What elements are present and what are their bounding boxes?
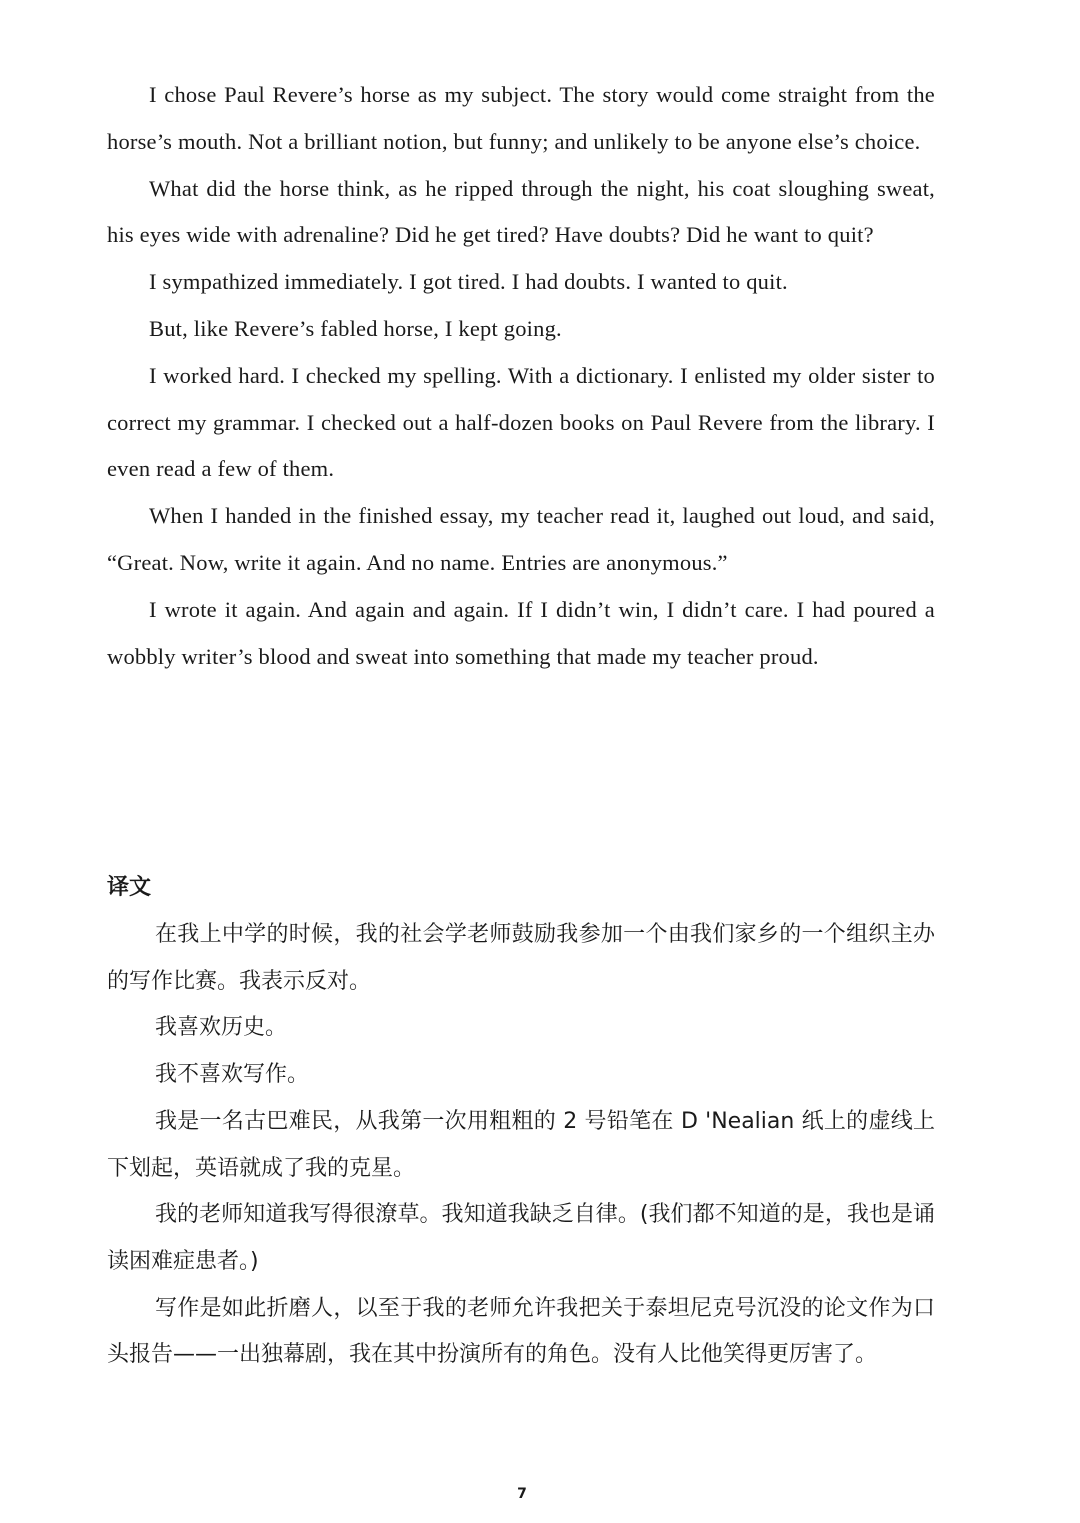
paragraph: 在我上中学的时候，我的社会学老师鼓励我参加一个由我们家乡的一个组织主办的写作比赛。我表示反对。 xyxy=(107,922,935,994)
paragraph: 我不喜欢写作。 xyxy=(155,1062,310,1088)
paragraph: 我是一名古巴难民，从我第一次用粗粗的 2 号铅笔在 D 'Nealian 纸上的虚线上下划起，英语就成了我的克星。 xyxy=(107,1108,935,1181)
paragraph: I chose Paul Revere’s horse as my subject. The story would come straight from the horse’s mouth. Not a brilliant notion, but funny; and unlikely to be anyone else’s choice. xyxy=(107,82,935,154)
paragraph: What did the horse think, as he ripped through the night, his coat sloughing sweat, his eyes wide with adrenaline? Did he get tired? Have doubts? Did he want to quit? xyxy=(107,175,935,248)
chinese-translation xyxy=(107,912,935,1379)
english-passage xyxy=(107,72,935,680)
paragraph: But, like Revere’s fabled horse, I kept going. xyxy=(149,315,562,341)
section-title: 译文 xyxy=(107,875,152,900)
paragraph: I worked hard. I checked my spelling. With a dictionary. I enlisted my older sister to correct my grammar. I checked out a half-dozen books on Paul Revere from the library. I even read a few of them. xyxy=(107,362,935,482)
paragraph: I sympathized immediately. I got tired. I had doubts. I wanted to quit. xyxy=(149,269,788,295)
paragraph: 写作是如此折磨人，以至于我的老师允许我把关于泰坦尼克号沉没的论文作为口头报告——一出独幕剧，我在其中扮演所有的角色。没有人比他笑得更厉害了。 xyxy=(107,1295,935,1368)
paragraph: 我喜欢历史。 xyxy=(155,1015,288,1041)
paragraph: I wrote it again. And again and again. If I didn’t win, I didn’t care. I had poured a wobbly writer’s blood and sweat into something that made my teacher proud. xyxy=(107,596,935,669)
page-number: 7 xyxy=(517,1486,527,1502)
paragraph: When I handed in the finished essay, my teacher read it, laughed out loud, and said, “Great. Now, write it again. And no name. Entries are anonymous.” xyxy=(107,503,935,575)
paragraph: 我的老师知道我写得很潦草。我知道我缺乏自律。(我们都不知道的是，我也是诵读困难症患者。) xyxy=(107,1202,935,1274)
